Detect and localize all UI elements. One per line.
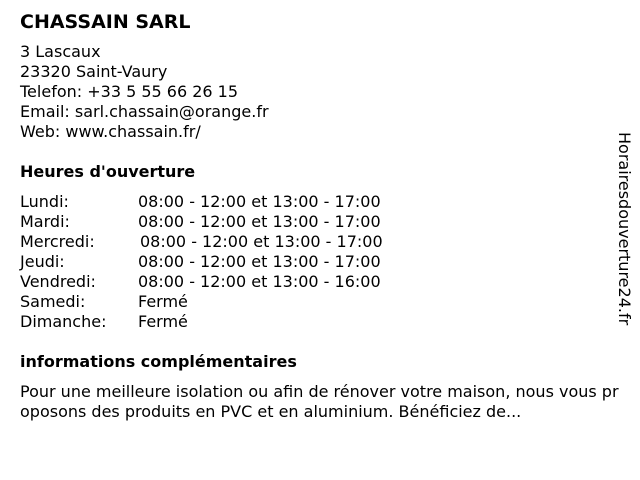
hours-time: Fermé xyxy=(138,312,188,331)
hours-day-label: Vendredi: xyxy=(20,272,96,291)
hours-time: 08:00 - 12:00 et 13:00 - 16:00 xyxy=(138,272,381,291)
phone-text: Telefon: +33 5 55 66 26 15 xyxy=(20,82,239,101)
hours-time: 08:00 - 12:00 et 13:00 - 17:00 xyxy=(140,232,383,251)
hours-time: 08:00 - 12:00 et 13:00 - 17:00 xyxy=(138,252,381,271)
opening-hours-heading: Heures d'ouverture xyxy=(20,162,196,181)
hours-row-friday xyxy=(20,272,620,292)
hours-day-label: Mercredi: xyxy=(20,232,95,251)
address-city: 23320 Saint-Vaury xyxy=(20,62,168,81)
hours-day-label: Lundi: xyxy=(20,192,69,211)
hours-time: 08:00 - 12:00 et 13:00 - 17:00 xyxy=(138,192,381,211)
hours-row-thursday xyxy=(20,252,620,272)
hours-row-sunday xyxy=(20,312,620,332)
hours-day-label: Mardi: xyxy=(20,212,70,231)
company-name: CHASSAIN SARL xyxy=(20,11,191,33)
email-text: Email: sarl.chassain@orange.fr xyxy=(20,102,269,121)
hours-row-tuesday xyxy=(20,212,620,232)
hours-time: Fermé xyxy=(138,292,188,311)
additional-info-heading: informations complémentaires xyxy=(20,352,297,371)
hours-day-label: Samedi: xyxy=(20,292,86,311)
hours-row-saturday xyxy=(20,292,620,312)
website-text: Web: www.chassain.fr/ xyxy=(20,122,201,141)
company-card xyxy=(20,8,620,422)
site-watermark: Horairesdouverture24.fr xyxy=(615,132,634,326)
address-street: 3 Lascaux xyxy=(20,42,101,61)
hours-row-monday xyxy=(20,192,620,212)
hours-time: 08:00 - 12:00 et 13:00 - 17:00 xyxy=(138,212,381,231)
hours-day-label: Dimanche: xyxy=(20,312,107,331)
hours-day-label: Jeudi: xyxy=(20,252,65,271)
additional-info-text: Pour une meilleure isolation ou afin de rénover votre maison, nous vous proposons des produits en PVC et en aluminium. Bénéficiez de... xyxy=(20,382,619,421)
hours-row-wednesday xyxy=(20,232,620,252)
